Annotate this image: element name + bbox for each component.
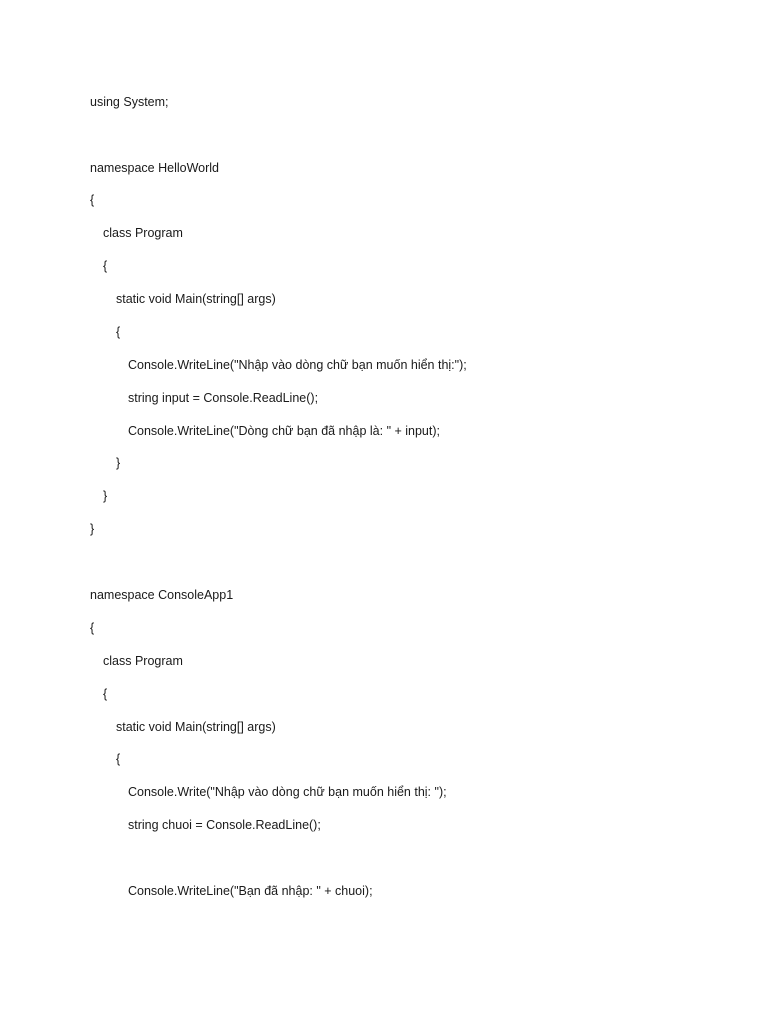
code-line: string input = Console.ReadLine(); <box>128 391 319 405</box>
code-line: Console.WriteLine("Nhập vào dòng chữ bạn muốn hiển thị:"); <box>128 358 467 372</box>
code-line: static void Main(string[] args) <box>116 720 276 734</box>
code-line: { <box>103 259 108 273</box>
code-line: Console.Write("Nhập vào dòng chữ bạn muốn hiển thị: "); <box>128 785 447 799</box>
code-line: { <box>90 621 95 635</box>
code-line: } <box>103 489 108 503</box>
code-line: Console.WriteLine("Dòng chữ bạn đã nhập là: " + input); <box>128 424 440 438</box>
code-line: { <box>116 752 121 766</box>
code-line: string chuoi = Console.ReadLine(); <box>128 818 321 832</box>
code-line: using System; <box>90 95 169 109</box>
code-line: } <box>116 456 121 470</box>
code-line: { <box>116 325 121 339</box>
code-line: class Program <box>103 226 183 240</box>
code-line: { <box>90 193 95 207</box>
code-line: Console.WriteLine("Bạn đã nhập: " + chuoi); <box>128 884 373 898</box>
code-line: class Program <box>103 654 183 668</box>
code-line: namespace ConsoleApp1 <box>90 588 234 602</box>
code-line: } <box>90 522 95 536</box>
code-line: { <box>103 687 108 701</box>
code-line: static void Main(string[] args) <box>116 292 276 306</box>
code-line: namespace HelloWorld <box>90 161 219 175</box>
